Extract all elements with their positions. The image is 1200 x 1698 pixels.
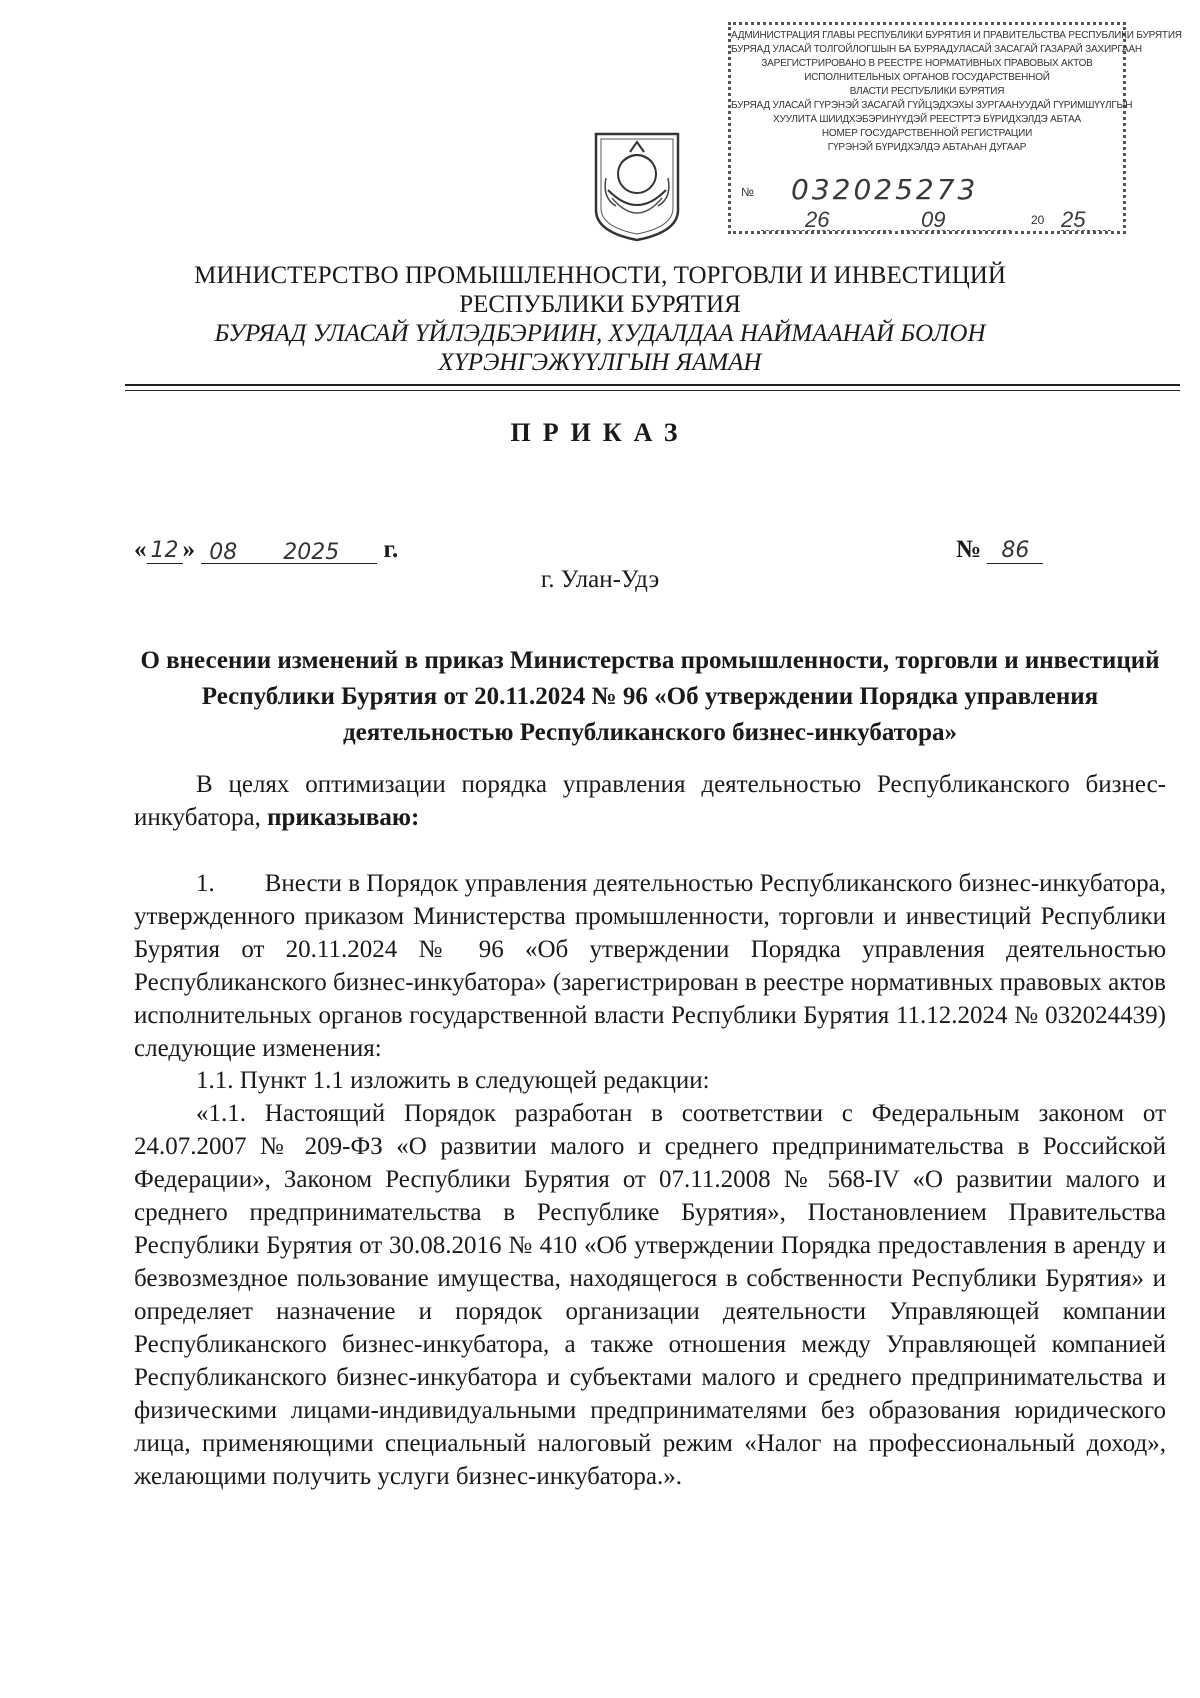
stamp-line: БУРЯАД УЛАСАЙ ТОЛГОЙЛОГШЫН БА БУРЯАДУЛАСАЙ ЗАСАГАЙ ГАЗАРАЙ ЗАХИРГААН [731, 44, 1142, 55]
stamp-number-label: № [741, 185, 754, 199]
stamp-month: 09 [921, 207, 946, 232]
coat-of-arms-emblem [590, 128, 684, 244]
ministry-name-bua: БУРЯАД УЛАСАЙ ҮЙЛЭДБЭРИИН, ХУДАЛДАА НАЙМААНАЙ БОЛОН [214, 320, 986, 347]
order-number-value: 86 [987, 538, 1043, 564]
stamp-line: БУРЯАД УЛАСАЙ ГҮРЭНЭЙ ЗАСАГАЙ ГҮЙЦЭДХЭХЫ ЗУРГААНУУДАЙ ГҮРИМШҮҮЛГЫН [731, 100, 1133, 111]
stamp-line: ВЛАСТИ РЕСПУБЛИКИ БУРЯТИЯ [849, 86, 1005, 97]
body-paragraph-preamble [134, 768, 1166, 834]
body-paragraph-1-1-text: «1.1. Настоящий Порядок разработан в соответствии с Федеральным законом от 24.07.2007 № 209-ФЗ «О развитии малого и среднего предпринимательства в Российской Федерации», Законом Республики Бурятия от 07.11.2008 № 568-IV «О развитии малого и среднего предпринимательства в Республике Бурятия», Постановлением Правительства Республики Бурятия от 30.08.2016 № 410 «Об утверждении Порядка предоставления в аренду и безвозмездное пользование имущества, находящегося в собственности Республики Бурятия» и определяет назначение и порядок организации деятельности Управляющей компании Республиканского бизнес-инкубатора, а также отношения между Управляющей компанией Республиканского бизнес-инкубатора и субъектами малого и среднего предпринимательства и физическими лицами-индивидуальными предпринимателями без образования юридического лица, применяющими специальный налоговый режим «Налог на профессиональный доход», желающими получить услуги бизнес-инкубатора.». [134, 1100, 1166, 1490]
stamp-line: ИСПОЛНИТЕЛЬНЫХ ОРГАНОВ ГОСУДАРСТВЕННОЙ [804, 72, 1050, 83]
stamp-line: ЗАРЕГИСТРИРОВАНО В РЕЕСТРЕ НОРМАТИВНЫХ ПРАВОВЫХ АКТОВ [761, 58, 1093, 69]
stamp-year-prefix: 20 [1031, 213, 1045, 227]
order-number-label: № [956, 536, 982, 563]
order-heading: О внесении изменений в приказ Министерства промышленности, торговли и инвестиций Республики Бурятия от 20.11.2024 № 96 «Об утверждении Порядка управления деятельностью Республиканского бизнес-инкубатора» [140, 647, 1160, 746]
stamp-year: 25 [1061, 207, 1086, 232]
order-month: 08 [209, 540, 238, 565]
order-day: 12 [147, 538, 183, 564]
stamp-registration-date [741, 207, 1111, 233]
ministry-name-bua-2: ХҮРЭНГЭЖҮҮЛГЫН ЯАМАН [438, 349, 762, 376]
order-city: г. Улан-Удэ [540, 566, 660, 593]
quote-open: « [134, 536, 147, 563]
stamp-line: АДМИНИСТРАЦИЯ ГЛАВЫ РЕСПУБЛИКИ БУРЯТИЯ И ПРАВИТЕЛЬСТВА РЕСПУБЛИКИ БУРЯТИЯ [731, 30, 1182, 41]
order-year: 2025 [283, 540, 340, 565]
order-date [134, 536, 398, 564]
stamp-line: ГҮРЭНЭЙ БҮРИДХЭЛДЭ АБТАҺАН ДУГААР [827, 142, 1027, 153]
registration-stamp [728, 22, 1182, 234]
document-title: ПРИКАЗ [510, 418, 690, 447]
ministry-name-ru-2: РЕСПУБЛИКИ БУРЯТИЯ [459, 291, 741, 318]
header-divider-thin [125, 390, 1180, 391]
quote-close: » [182, 536, 195, 563]
preamble-order-word: приказываю: [267, 804, 420, 831]
stamp-day: 26 [805, 207, 830, 232]
stamp-registration-number: 032025273 [791, 173, 979, 206]
year-suffix: г. [383, 536, 399, 563]
body-paragraph-1: 1. Внести в Порядок управления деятельностью Республиканского бизнес-инкубатора, утвержденного приказом Министерства промышленности, торговли и инвестиций Республики Бурятия от 20.11.2024 № 96 «Об утверждении Порядка управления деятельностью Республиканского бизнес-инкубатора» (зарегистрирован в реестре нормативных правовых актов исполнительных органов государственной власти Республики Бурятия 11.12.2024 № 032024439) следующие изменения: [134, 870, 1166, 1062]
header-divider [125, 384, 1180, 386]
ministry-name-ru: МИНИСТЕРСТВО ПРОМЫШЛЕННОСТИ, ТОРГОВЛИ И ИНВЕСТИЦИЙ [194, 262, 1006, 289]
body-paragraph-1-1: 1.1. Пункт 1.1 изложить в следующей редакции: [196, 1067, 710, 1094]
stamp-line: ХУУЛИТА ШИИДХЭБЭРИНҮҮДЭЙ РЕЕСТРТЭ БҮРИДХЭЛДЭ АБТАА [772, 114, 1082, 125]
order-number [956, 536, 1043, 564]
preamble-text: В целях оптимизации порядка управления деятельностью Республиканского бизнес-инкубатора, [134, 771, 1166, 831]
stamp-line: НОМЕР ГОСУДАРСТВЕННОЙ РЕГИСТРАЦИИ [821, 128, 1033, 139]
